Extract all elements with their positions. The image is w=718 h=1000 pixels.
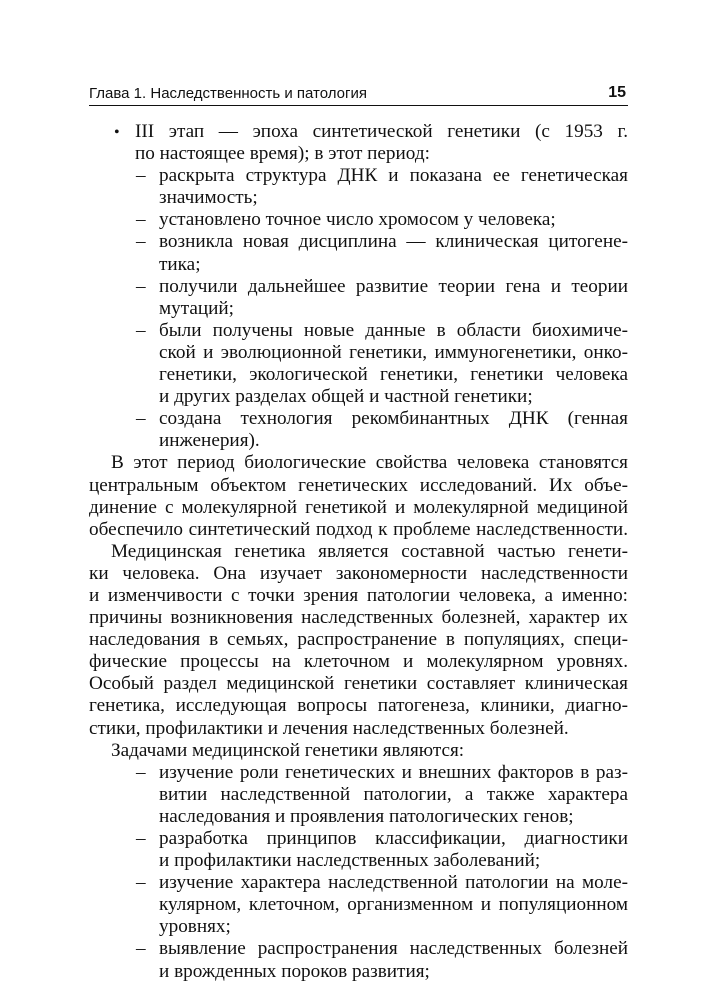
text-line (89, 497, 628, 519)
dash-glyph: – (136, 209, 146, 231)
line-text: и врожденных пороков развития; (159, 960, 430, 982)
line-text: получили дальнейшее развитие теории гена и теории (159, 275, 628, 297)
line-text: изучение характера наследственной патологии на моле- (159, 872, 628, 894)
dash-item (89, 408, 628, 430)
line-text: фические процессы на клеточном и молекулярном уровнях. (89, 651, 628, 673)
dash-item (89, 828, 628, 850)
running-header (89, 83, 628, 106)
dash-glyph: – (136, 408, 146, 430)
text-line (89, 475, 628, 497)
text-line (89, 143, 628, 165)
dash-glyph: – (136, 872, 146, 894)
dash-glyph: – (136, 165, 146, 187)
line-text: уровнях; (159, 916, 231, 938)
line-text: стики, профилактики и лечения наследственных болезней. (89, 717, 569, 739)
line-text: генетика, исследующая вопросы патогенеза, клиники, диагно- (89, 695, 628, 717)
dash-glyph: – (136, 828, 146, 849)
line-text: создана технология рекомбинантных ДНК (генная (159, 408, 628, 430)
text-line (89, 961, 628, 983)
line-text: и профилактики наследственных заболеваний; (159, 850, 541, 872)
body-text (89, 121, 628, 983)
line-text: возникла новая дисциплина — клиническая цитогене- (159, 231, 628, 253)
text-line (89, 585, 628, 607)
line-text: В этот период биологические свойства человека становятся (111, 452, 628, 474)
bullet-glyph: • (114, 124, 120, 141)
dash-item (89, 872, 628, 894)
line-text: обеспечило синтетический подход к проблеме наследственности. (89, 518, 628, 540)
text-line (89, 916, 628, 938)
line-text: наследования и проявления патологических генов; (159, 805, 574, 827)
line-text: и других разделах общей и частной генетики; (159, 386, 533, 408)
line-text: ской и эволюционной генетики, иммуногенетики, онко- (159, 341, 628, 363)
text-line (89, 784, 628, 806)
line-text: были получены новые данные в области биохимиче- (159, 319, 628, 341)
dash-item (89, 231, 628, 253)
line-text: Особый раздел медицинской генетики составляет клиническая (89, 673, 628, 695)
line-text: значимость; (159, 187, 258, 209)
text-line (89, 894, 628, 916)
text-line (89, 541, 628, 563)
line-text: центральным объектом генетических исследований. Их объе- (89, 474, 628, 496)
line-text: Задачами медицинской генетики являются: (111, 739, 465, 761)
line-text: и изменчивости с точки зрения патологии человека, а именно: (89, 584, 628, 606)
line-text: установлено точное число хромосом у человека; (159, 209, 556, 231)
text-line (89, 386, 628, 408)
text-line (89, 740, 628, 762)
dash-glyph: – (136, 761, 146, 783)
text-line (89, 651, 628, 673)
text-line (89, 563, 628, 585)
text-line (89, 298, 628, 320)
text-line (89, 254, 628, 276)
dash-glyph: – (136, 275, 146, 297)
line-text: разработка принципов классификации, диагностики (159, 828, 628, 849)
text-line (89, 607, 628, 629)
bullet-item (89, 121, 628, 143)
line-text: Медицинская генетика является составной частью генети- (111, 540, 628, 562)
line-text: витии наследственной патологии, а также характера (159, 783, 628, 805)
text-line (89, 806, 628, 828)
text-line (89, 430, 628, 452)
text-line (89, 695, 628, 717)
line-text: по настоящее время); в этот период: (135, 143, 430, 165)
text-line (89, 364, 628, 386)
dash-item (89, 276, 628, 298)
line-text: выявление распространения наследственных болезней (159, 938, 628, 960)
dash-item (89, 320, 628, 342)
line-text: ки человека. Она изучает закономерности наследственности (89, 562, 628, 584)
text-line (89, 452, 628, 474)
text-line (89, 187, 628, 209)
dash-glyph: – (136, 319, 146, 341)
dash-item (89, 209, 628, 231)
line-text: причины возникновения наследственных болезней, характер их (89, 607, 628, 629)
line-text: динение с молекулярной генетикой и молекулярной медициной (89, 496, 628, 518)
dash-glyph: – (136, 231, 146, 253)
line-text: инженерия). (159, 430, 260, 452)
text-line (89, 629, 628, 651)
text-line (89, 850, 628, 872)
text-line (89, 718, 628, 740)
text-line (89, 519, 628, 541)
dash-glyph: – (136, 938, 146, 960)
dash-item (89, 762, 628, 784)
line-text: III этап — эпоха синтетической генетики (с 1953 г. (135, 121, 628, 142)
line-text: изучение роли генетических и внешних факторов в раз- (159, 761, 628, 783)
page-number: 15 (608, 84, 626, 101)
chapter-title: Глава 1. Наследственность и патология (89, 85, 367, 102)
line-text: генетики, экологической генетики, генетики человека (159, 364, 628, 386)
line-text: кулярном, клеточном, организменном и популяционном (159, 894, 628, 916)
text-line (89, 673, 628, 695)
text-line (89, 342, 628, 364)
line-text: мутаций; (159, 297, 235, 319)
line-text: раскрыта структура ДНК и показана ее генетическая (159, 165, 628, 187)
line-text: наследования в семьях, распространение в популяциях, специ- (89, 629, 628, 651)
line-text: тика; (159, 253, 201, 275)
dash-item (89, 938, 628, 960)
dash-item (89, 165, 628, 187)
